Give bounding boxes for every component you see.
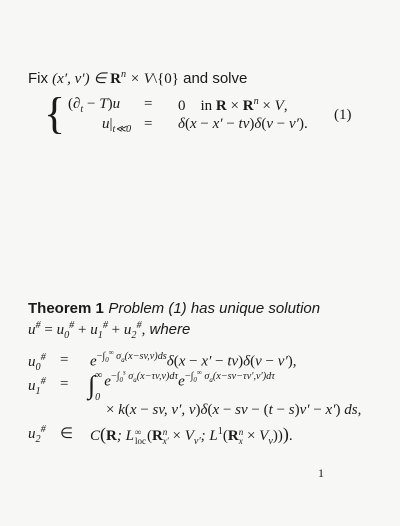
fix-tail: and solve bbox=[183, 70, 248, 87]
page-number: 1 bbox=[318, 466, 324, 480]
system-row-1-eq: = bbox=[144, 96, 153, 112]
fix-lead: Fix bbox=[28, 70, 53, 87]
system-row-1-left: $(\partial_t - T)u$ bbox=[68, 96, 121, 115]
def-u1-lhs: $u_1^{\#}$ bbox=[28, 376, 46, 397]
def-u2-lhs: $u_2^{\#}$ bbox=[28, 424, 46, 445]
fix-math: (x′, v′) ∈ $R^n$ × V\{0} bbox=[52, 69, 179, 87]
system-row-2-left: $u|_{t≪0}$ bbox=[102, 116, 132, 135]
def-u2-rhs: C(R; L∞ loc(Rn $x' \times V_{v'}$; $L^1(Rn$ $x \times V_v$))). bbox=[90, 424, 293, 447]
theorem-title: Theorem 1 bbox=[28, 300, 104, 317]
fix-line bbox=[28, 69, 247, 88]
def-u0-rel: = bbox=[60, 352, 69, 368]
def-u1-rel: = bbox=[60, 376, 69, 392]
theorem-statement: Problem (1) has unique solution bbox=[108, 300, 321, 317]
def-u0-lhs: $u_0^{\#}$ bbox=[28, 352, 46, 373]
system-row-2-eq: = bbox=[144, 116, 153, 132]
theorem-heading bbox=[28, 300, 320, 318]
left-brace: { bbox=[44, 89, 66, 138]
system-row-2-right: δ(x − x′ − tv)δ(v − v′). bbox=[178, 116, 308, 132]
def-u1-rhs: ∫∞ $0e^{-\int_0^s \sigma_a(x-\tau v,v)d\tau}e^{-\int_0^\infty \sigma_a(x-sv-\tau v',v')d\tau}$ bbox=[88, 370, 275, 403]
def-u1-continuation: × k(x − sv, v′, v)δ(x − sv − (t − s)v′ − x′) ds, bbox=[106, 402, 362, 418]
def-u0-rhs: $e^{-\int_0^\infty \sigma_a(x-sv,v)ds}\delta(x - x' - tv)\delta(v - v')$, bbox=[90, 350, 297, 370]
theorem-decomposition: $u^{\#} = u_0^{\#} + u_1^{\#} + u_2^{\#}$, where bbox=[28, 320, 191, 341]
system-row-1-right: 0 in $R \times R^n \times V$, bbox=[178, 96, 288, 114]
def-u2-rel: ∈ bbox=[60, 426, 74, 442]
equation-label: (1) bbox=[334, 107, 352, 123]
